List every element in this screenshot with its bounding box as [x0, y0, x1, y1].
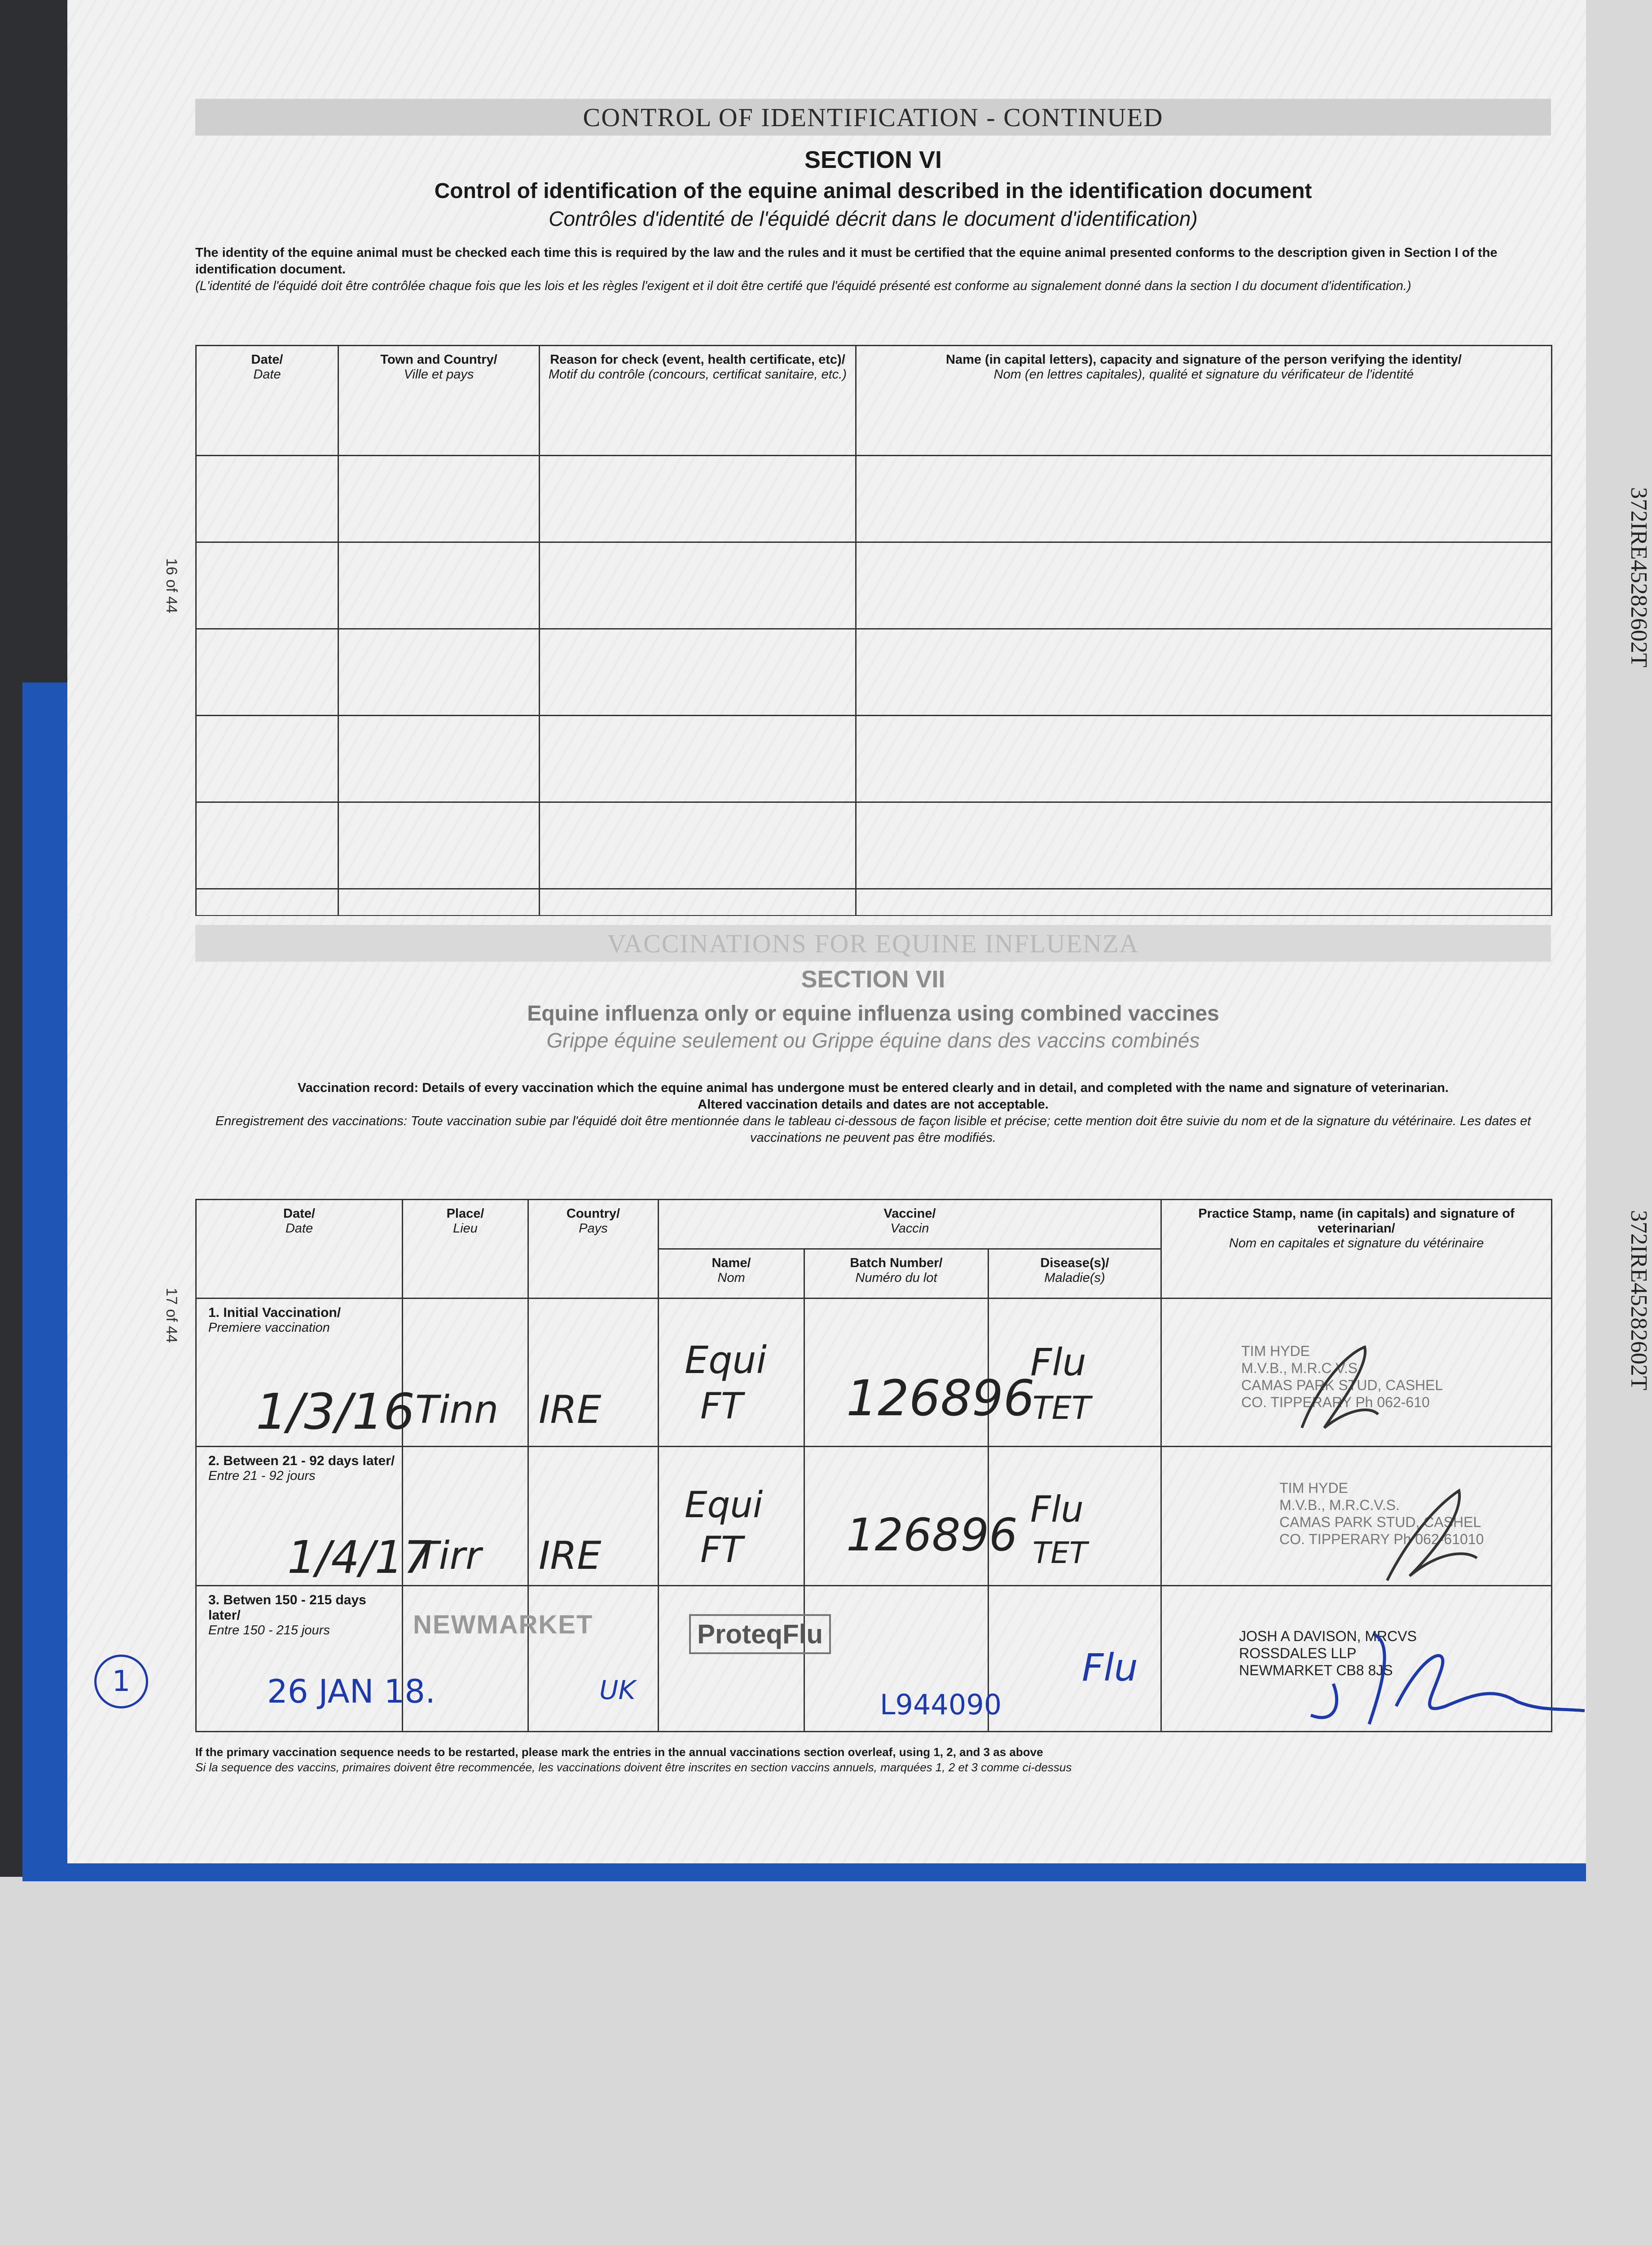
- handwritten-country: UK: [599, 1675, 636, 1705]
- header-batch-number: Batch Number/ Numéro du lot: [804, 1249, 989, 1299]
- vet-signature: [1369, 1477, 1486, 1589]
- header-place: Place/ Lieu: [403, 1200, 528, 1299]
- header-reason: Reason for check (event, health certificate, etc)/ Motif du contrôle (concours, certificat sanitaire, etc.): [540, 346, 856, 456]
- vet-signature: [1288, 1338, 1387, 1441]
- page-number: 17 of 44: [163, 1288, 180, 1343]
- section-title: SECTION VI: [804, 146, 942, 173]
- handwritten-disease: TET: [1032, 1536, 1088, 1570]
- page-16: [67, 0, 1652, 916]
- row-label: 3. Betwen 150 - 215 days later/ Entre 150 - 215 jours: [196, 1586, 403, 1732]
- section-title: SECTION VII: [801, 966, 945, 993]
- table-row: [196, 542, 1552, 629]
- header-date: Date/ Date: [196, 1200, 403, 1299]
- record-note-fr: Enregistrement des vaccinations: Toute vaccination subie par l'équidé doit être mentionnée dans le tableau ci-dessous de façon lisible et précise; cette mention doit être suivie du nom et de la signature du vétérinaire. Les dates et vaccinations ne peuvent pas être modifiés.: [215, 1114, 1531, 1145]
- handwritten-country: IRE: [539, 1533, 602, 1578]
- table-row: [196, 456, 1552, 542]
- vaccine-stamp: ProteqFlu: [689, 1614, 831, 1654]
- header-practice-stamp: Practice Stamp, name (in capitals) and signature of veterinarian/ Nom en capitales et signature du vétérinaire: [1161, 1200, 1552, 1299]
- handwritten-place: Tirr: [415, 1533, 482, 1578]
- section-heading: Control of identification of the equine animal described in the identification document: [434, 179, 1312, 203]
- vet-stamp: TIM HYDE M.V.B., M.R.C.V.S. CAMAS PARK STUD, CASHEL CO. TIPPERARY Ph 062-610: [1241, 1343, 1443, 1410]
- vaccination-record-note: [195, 1080, 1551, 1146]
- table-row: [196, 889, 1552, 916]
- table-header-row: [196, 1200, 1552, 1249]
- vet-stamp: TIM HYDE M.V.B., M.R.C.V.S. CAMAS PARK STUD, CASHEL CO. TIPPERARY Ph 062-61010: [1279, 1480, 1484, 1547]
- table-row: [196, 716, 1552, 802]
- circled-mark: [94, 1655, 148, 1708]
- handwritten-country: IRE: [539, 1387, 602, 1432]
- handwritten-vaccine-name: FT: [700, 1529, 743, 1571]
- document-id: 372IRE45282602T: [1626, 1210, 1652, 1391]
- table-row: [196, 802, 1552, 889]
- footnote-fr: Si la sequence des vaccins, primaires doivent être recommencée, les vaccinations doivent être inscrites en section vaccins annuels, marquées 1, 2 et 3 comme ci-dessus: [195, 1761, 1072, 1774]
- section-heading-fr: Grippe équine seulement ou Grippe équine dans des vaccins combinés: [546, 1029, 1200, 1052]
- header-vaccine-name: Name/ Nom: [659, 1249, 804, 1299]
- handwritten-vaccine-name: Equi: [685, 1338, 767, 1382]
- header-town-country: Town and Country/ Ville et pays: [338, 346, 540, 456]
- identity-note-fr: (L'identité de l'équidé doit être contrôlée chaque fois que les lois et les règles l'exigent et il doit être certifé que l'équidé présenté est conforme au signalement donné dans la section I du document d'identification.): [195, 279, 1411, 293]
- document-id: 372IRE45282602T: [1626, 487, 1652, 668]
- identity-note-en: The identity of the equine animal must be checked each time this is required by the law and the rules and it must be certified that the equine animal presented conforms to the description given in Section I of the identification document.: [195, 246, 1498, 277]
- row-label: 1. Initial Vaccination/ Premiere vaccination: [196, 1299, 403, 1447]
- place-stamp: NEWMARKET: [413, 1610, 593, 1639]
- band-title: CONTROL OF IDENTIFICATION - CONTINUED: [195, 99, 1551, 136]
- handwritten-disease: Flu: [1082, 1646, 1138, 1690]
- handwritten-batch: 126896: [846, 1369, 1035, 1427]
- row-label: 2. Between 21 - 92 days later/ Entre 21 - 92 jours: [196, 1447, 403, 1586]
- page-number: 16 of 44: [163, 558, 180, 613]
- handwritten-disease: Flu: [1030, 1340, 1086, 1384]
- identity-check-table: [195, 345, 1552, 916]
- circled-mark-number: 1: [112, 1665, 131, 1698]
- handwritten-vaccine-name: Equi: [685, 1484, 763, 1526]
- vet-stamp: JOSH A DAVISON, MRCVS ROSSDALES LLP NEWMARKET CB8 8JS: [1239, 1628, 1417, 1678]
- record-note-en-2: Altered vaccination details and dates are not acceptable.: [698, 1097, 1049, 1112]
- header-country: Country/ Pays: [528, 1200, 659, 1299]
- identity-note: [195, 245, 1551, 295]
- handwritten-vaccine-name: FT: [700, 1385, 743, 1427]
- page-17: [67, 916, 1652, 1863]
- table-header-row: [196, 346, 1552, 456]
- handwritten-date: 1/3/16: [256, 1383, 415, 1440]
- footnote: [195, 1744, 1551, 1775]
- footnote-en: If the primary vaccination sequence needs to be restarted, please mark the entries in the annual vaccinations section overleaf, using 1, 2, and 3 as above: [195, 1745, 1043, 1759]
- header-date: Date/ Date: [196, 346, 338, 456]
- band-title: VACCINATIONS FOR EQUINE INFLUENZA: [195, 925, 1551, 962]
- header-disease: Disease(s)/ Maladie(s): [989, 1249, 1161, 1299]
- vet-signature: [1306, 1616, 1612, 1733]
- record-note-en: Vaccination record: Details of every vaccination which the equine animal has undergone must be entered clearly and in detail, and completed with the name and signature of veterinarian.: [298, 1081, 1449, 1095]
- section-heading-fr: Contrôles d'identité de l'équidé décrit dans le document d'identification): [549, 207, 1198, 230]
- handwritten-disease: Flu: [1030, 1488, 1084, 1530]
- header-verifier: Name (in capital letters), capacity and signature of the person verifying the identity/ Nom (en lettres capitales), qualité et signature du vérificateur de l'identité: [856, 346, 1552, 456]
- handwritten-batch: L944090: [880, 1688, 1002, 1721]
- section-heading: Equine influenza only or equine influenza using combined vaccines: [527, 1002, 1219, 1026]
- handwritten-date: 1/4/17: [287, 1531, 432, 1584]
- table-row: [196, 629, 1552, 716]
- header-vaccine: Vaccine/ Vaccin: [659, 1200, 1161, 1249]
- handwritten-disease: TET: [1032, 1390, 1091, 1426]
- handwritten-place: Tinn: [415, 1387, 499, 1432]
- handwritten-batch: 126896: [846, 1509, 1018, 1561]
- handwritten-date: 26 JAN 18.: [267, 1673, 435, 1710]
